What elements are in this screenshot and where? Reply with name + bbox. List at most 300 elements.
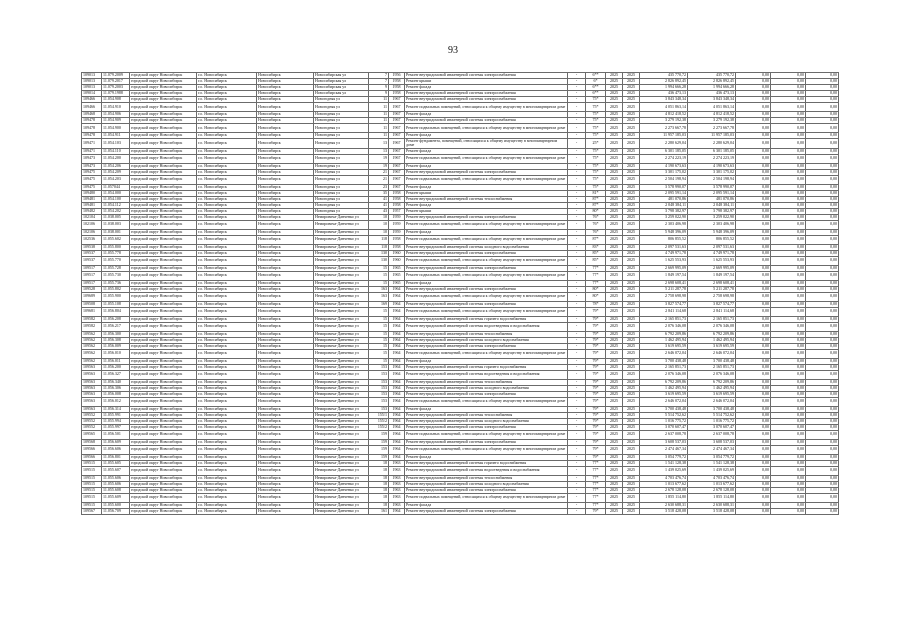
table-cell: 4 749 971,78 — [688, 250, 736, 256]
table-cell: 3 619 695,59 — [688, 391, 736, 397]
table-cell: Новогодняя ул — [314, 133, 369, 139]
table-cell: 0,00 — [806, 286, 839, 292]
table-cell: городской округ Новосибирск — [130, 481, 197, 487]
table-cell: 2025 — [623, 169, 640, 175]
table-cell: городской округ Новосибирск — [130, 370, 197, 379]
table-cell: 81* — [586, 190, 606, 196]
table-cell: 11.054.110 — [102, 148, 130, 154]
table-cell: 0,00 — [771, 454, 806, 460]
table-cell: Ремонт фасада — [405, 85, 568, 91]
table-cell: 0,00 — [736, 331, 771, 337]
table-cell: 436 473,13 — [640, 91, 688, 97]
table-cell: 79* — [586, 343, 606, 349]
table-cell: 3 843 348,34 — [688, 97, 736, 103]
table-cell: 2 504 198,94 — [688, 175, 736, 184]
table-cell: городской округ Новосибирск — [130, 439, 197, 445]
table-cell: Новосибирск — [257, 502, 314, 508]
table-cell: 0,00 — [806, 91, 839, 97]
table-cell: 109517 — [82, 271, 102, 280]
table-cell: городской округ Новосибирск — [130, 316, 197, 322]
table-cell: - — [568, 148, 586, 154]
table-cell: городской округ Новосибирск — [130, 391, 197, 397]
table-cell: 2025 — [623, 385, 640, 391]
table-cell: 3 700 438,48 — [640, 406, 688, 412]
table-cell: городской округ Новосибирск — [130, 265, 197, 271]
table-cell: 2025 — [606, 301, 623, 307]
table-cell: 2025 — [623, 265, 640, 271]
table-cell: 11.054.202 — [102, 208, 130, 214]
table-row — [82, 235, 839, 244]
table-cell: Немировича-Данченко ул — [314, 475, 369, 481]
table-cell: Ремонт внутридомовой инженерной системы электроснабжения — [405, 439, 568, 445]
table-cell: 1960 — [389, 250, 405, 256]
table-cell: Ремонт фасада — [405, 133, 568, 139]
table-cell: г.о. Новосибирск — [197, 493, 257, 502]
table-cell: 75* — [586, 148, 606, 154]
table-cell: 43 — [369, 208, 389, 214]
table-cell: 2025 — [606, 364, 623, 370]
table-cell: городской округ Новосибирск — [130, 112, 197, 118]
table-cell: Немировича-Данченко ул — [314, 385, 369, 391]
table-cell: 0,00 — [806, 397, 839, 406]
table-cell: 79* — [586, 424, 606, 430]
table-row — [82, 292, 839, 301]
table-cell: 0,00 — [806, 337, 839, 343]
table-cell: 109013 — [82, 79, 102, 85]
table-cell: Ремонт фасада — [405, 454, 568, 460]
table-cell: Ремонт подвальных помещений, относящихся к общему имуществу в многоквартирном доме — [405, 271, 568, 280]
table-cell: г.о. Новосибирск — [197, 202, 257, 208]
table-cell: 0,00 — [736, 397, 771, 406]
table-cell: 1 625 553,93 — [688, 256, 736, 265]
table-cell: - — [568, 475, 586, 481]
table-cell: 0,00 — [771, 73, 806, 79]
table-cell: 1 013 677,62 — [688, 481, 736, 487]
table-cell: 109468 — [82, 112, 102, 118]
table-cell: 109515 — [82, 502, 102, 508]
table-cell: 0,00 — [806, 124, 839, 133]
table-cell: Новосибирск — [257, 430, 314, 439]
table-cell: 1964 — [389, 454, 405, 460]
table-cell: 2025 — [623, 316, 640, 322]
table-cell: 109478 — [82, 118, 102, 124]
table-cell: 0,00 — [806, 112, 839, 118]
table-cell: Ремонт внутридомовой инженерной системы теплоснабжения — [405, 196, 568, 202]
table-cell: 11.056.009 — [102, 343, 130, 349]
table-cell: 77* — [586, 271, 606, 280]
table-cell: Немировича-Данченко ул — [314, 364, 369, 370]
table-cell: г.о. Новосибирск — [197, 124, 257, 133]
table-cell: 0,00 — [806, 133, 839, 139]
table-cell: - — [568, 502, 586, 508]
table-cell: 109013 — [82, 73, 102, 79]
table-cell: 1963 — [389, 487, 405, 493]
table-cell: - — [568, 358, 586, 364]
table-cell: 1959 — [389, 214, 405, 220]
table-cell: городской округ Новосибирск — [130, 220, 197, 229]
table-cell: 109466 — [82, 103, 102, 112]
table-cell: 11.054.000 — [102, 190, 130, 196]
table-cell: 1964 — [389, 370, 405, 379]
table-cell: г.о. Новосибирск — [197, 307, 257, 316]
table-cell: 0,00 — [771, 358, 806, 364]
table-cell: 2025 — [606, 103, 623, 112]
table-cell: 109515 — [82, 475, 102, 481]
table-cell: Немировича-Данченко ул — [314, 322, 369, 331]
table-cell: 11.056.306 — [102, 385, 130, 391]
table-cell: 109475 — [82, 169, 102, 175]
table-cell: 1964 — [389, 301, 405, 307]
table-cell: городской округ Новосибирск — [130, 85, 197, 91]
table-cell: 0,00 — [771, 502, 806, 508]
table-cell: 0,00 — [771, 316, 806, 322]
table-cell: 79* — [586, 418, 606, 424]
table-row — [82, 271, 839, 280]
table-cell: 2 274 223,19 — [640, 154, 688, 163]
table-cell: 2025 — [606, 397, 623, 406]
table-cell: 11.055.606 — [102, 475, 130, 481]
table-cell: Новосибирск — [257, 466, 314, 475]
table-cell: 2 273 667,78 — [688, 124, 736, 133]
table-cell: г.о. Новосибирск — [197, 229, 257, 235]
table-cell: - — [568, 190, 586, 196]
table-cell: городской округ Новосибирск — [130, 196, 197, 202]
table-cell: г.о. Новосибирск — [197, 118, 257, 124]
table-cell: Новосибирск — [257, 343, 314, 349]
table-cell: 79* — [586, 337, 606, 343]
table-cell: Ремонт подвальных помещений, относящихся к общему имуществу в многоквартирном доме — [405, 175, 568, 184]
table-cell: 1964 — [389, 322, 405, 331]
table-cell: 109478 — [82, 133, 102, 139]
table-cell: 0,00 — [736, 316, 771, 322]
table-cell: - — [568, 124, 586, 133]
table-cell: - — [568, 97, 586, 103]
table-cell: Новосибирск — [257, 85, 314, 91]
table-cell: 2025 — [623, 481, 640, 487]
table-cell: Новосибирск — [257, 364, 314, 370]
table-cell: 0,00 — [771, 244, 806, 250]
table-cell: 2 273 667,78 — [640, 124, 688, 133]
table-cell: 159 — [369, 445, 389, 454]
table-cell: 2 165 851,73 — [688, 364, 736, 370]
table-cell: 0,00 — [806, 430, 839, 439]
table-cell: 11.056.606 — [102, 445, 130, 454]
table-cell: 0,00 — [771, 418, 806, 424]
table-cell: 2 097 531,63 — [688, 244, 736, 250]
table-cell: 0,00 — [806, 343, 839, 349]
table-cell: 3 619 695,59 — [640, 343, 688, 349]
table-cell: 10 — [369, 214, 389, 220]
table-cell: 2 646 072,04 — [640, 397, 688, 406]
table-cell: Ремонт фасада — [405, 163, 568, 169]
table-cell: 2025 — [623, 406, 640, 412]
table-cell: Новосибирск — [257, 235, 314, 244]
table-cell: 0,00 — [771, 214, 806, 220]
table-cell: 4 812 418,52 — [640, 112, 688, 118]
table-cell: Новосибирск — [257, 292, 314, 301]
table-cell: Ремонт внутридомовой инженерной системы электроснабжения — [405, 97, 568, 103]
table-cell: 11 — [369, 124, 389, 133]
table-cell: 3 798 382,97 — [688, 208, 736, 214]
table-cell: 0,00 — [736, 301, 771, 307]
table-cell: 2025 — [623, 256, 640, 265]
table-cell: 79* — [586, 322, 606, 331]
table-cell: 109552 — [82, 418, 102, 424]
table-cell: 2025 — [623, 184, 640, 190]
table-cell: 153 — [369, 364, 389, 370]
table-cell: Ремонт подвальных помещений, относящихся к общему имуществу в многоквартирном доме — [405, 154, 568, 163]
table-cell: 2025 — [623, 412, 640, 418]
table-cell: Новогодняя ул — [314, 202, 369, 208]
table-cell: 109565 — [82, 430, 102, 439]
table-cell: Новосибирск — [257, 220, 314, 229]
table-cell: 0,00 — [806, 406, 839, 412]
table-cell: Немировича-Данченко ул — [314, 379, 369, 385]
table-cell: 1967 — [389, 175, 405, 184]
table-cell: 0,00 — [771, 379, 806, 385]
table-cell: 2 165 851,73 — [688, 316, 736, 322]
table-cell: Немировича-Данченко ул — [314, 337, 369, 343]
table-cell: 1958 — [389, 202, 405, 208]
table-cell: 6 792 209,86 — [688, 379, 736, 385]
table-cell: 87* — [586, 202, 606, 208]
table-cell: Новосибирск — [257, 337, 314, 343]
table-cell: 109562 — [82, 358, 102, 364]
table-cell: 0,00 — [771, 103, 806, 112]
table-cell: г.о. Новосибирск — [197, 481, 257, 487]
table-cell: 79* — [586, 454, 606, 460]
table-cell: г.о. Новосибирск — [197, 220, 257, 229]
table-cell: Немировича-Данченко ул — [314, 214, 369, 220]
table-cell: 23 — [369, 184, 389, 190]
table-cell: Ремонт подвальных помещений, относящихся к общему имуществу в многоквартирном доме — [405, 307, 568, 316]
table-cell: 75* — [586, 112, 606, 118]
table-cell: 2025 — [623, 301, 640, 307]
table-cell: 11.056.012 — [102, 397, 130, 406]
table-cell: Ремонт внутридомовой инженерной системы холодного водоснабжения — [405, 244, 568, 250]
table-cell: 3 827 574,77 — [640, 301, 688, 307]
table-cell: Ремонт внутридомовой инженерной системы электроснабжения — [405, 265, 568, 271]
table-cell: Новосибирск — [257, 148, 314, 154]
table-cell: 153 — [369, 385, 389, 391]
table-cell: Новосибирск — [257, 229, 314, 235]
table-cell: 0,00 — [771, 385, 806, 391]
table-cell: 75* — [586, 163, 606, 169]
table-cell: - — [568, 406, 586, 412]
table-cell: 2025 — [623, 502, 640, 508]
table-cell: - — [568, 508, 586, 514]
table-cell: г.о. Новосибирск — [197, 256, 257, 265]
table-cell: 3 301 175,02 — [688, 169, 736, 175]
table-cell: Ремонт внутридомовой инженерной системы холодного водоснабжения — [405, 385, 568, 391]
table-cell: Новосибирск — [257, 412, 314, 418]
table-cell: Ремонт фасада — [405, 502, 568, 508]
table-cell: 3 301 175,02 — [640, 169, 688, 175]
table-cell: городской округ Новосибирск — [130, 337, 197, 343]
table-cell: Немировича-Данченко ул — [314, 370, 369, 379]
table-cell: 11.055.608 — [102, 487, 130, 493]
table-cell: 3 070 607,47 — [688, 424, 736, 430]
table-cell: - — [568, 250, 586, 256]
table-cell: 0,00 — [771, 85, 806, 91]
table-cell: Новосибирск — [257, 370, 314, 379]
table-cell: 2025 — [606, 265, 623, 271]
table-cell: городской округ Новосибирск — [130, 385, 197, 391]
table-cell: Ремонт внутридомовой инженерной системы электроснабжения — [405, 73, 568, 79]
table-cell: Новосибирск — [257, 196, 314, 202]
table-cell: 2025 — [623, 508, 640, 514]
table-cell: 0,00 — [771, 292, 806, 301]
table-cell: 109689 — [82, 292, 102, 301]
table-cell: г.о. Новосибирск — [197, 439, 257, 445]
table-cell: 153 — [369, 406, 389, 412]
table-cell: Новогодняя ул — [314, 190, 369, 196]
table-cell: 11.055.730 — [102, 271, 130, 280]
table-cell: 1 541 128,38 — [640, 460, 688, 466]
table-cell: 0,00 — [771, 493, 806, 502]
table-cell: 0,00 — [806, 349, 839, 358]
table-cell: - — [568, 466, 586, 475]
table-cell: 79* — [586, 397, 606, 406]
table-cell: 109515 — [82, 481, 102, 487]
table-cell: 2025 — [606, 439, 623, 445]
table-cell: г.о. Новосибирск — [197, 424, 257, 430]
table-cell: 15 — [369, 316, 389, 322]
table-cell: Ремонт внутридомовой инженерной системы теплоснабжения — [405, 475, 568, 481]
table-cell: городской округ Новосибирск — [130, 256, 197, 265]
table-cell: 1964 — [389, 358, 405, 364]
table-cell: - — [568, 412, 586, 418]
table-cell: городской округ Новосибирск — [130, 424, 197, 430]
table-cell: 109566 — [82, 445, 102, 454]
table-cell: 109528 — [82, 286, 102, 292]
table-cell: 5 211 287,78 — [640, 286, 688, 292]
table-cell: 0,00 — [806, 79, 839, 85]
table-cell: Новосибирск — [257, 481, 314, 487]
table-cell: 15 — [369, 343, 389, 349]
table-cell: Ремонт фасада — [405, 358, 568, 364]
table-cell: 2025 — [623, 163, 640, 169]
page-number: 93 — [448, 45, 458, 56]
table-cell: Новогодняя ул — [314, 196, 369, 202]
table-cell: 0,00 — [806, 316, 839, 322]
table-cell: 2 165 851,73 — [640, 316, 688, 322]
table-row — [82, 493, 839, 502]
table-cell: 11.038.003 — [102, 220, 130, 229]
table-cell: 109582 — [82, 322, 102, 331]
table-cell: 0,00 — [771, 364, 806, 370]
table-cell: 0,00 — [736, 502, 771, 508]
table-cell: городской округ Новосибирск — [130, 418, 197, 424]
table-cell: Новосибирск — [257, 358, 314, 364]
table-cell: 109475 — [82, 175, 102, 184]
table-cell: 0,00 — [771, 256, 806, 265]
table-cell: г.о. Новосибирск — [197, 292, 257, 301]
table-cell: 481 070,86 — [640, 196, 688, 202]
table-cell: Ремонт внутридомовой инженерной системы электроснабжения — [405, 250, 568, 256]
table-cell: 0,00 — [736, 184, 771, 190]
table-cell: 2 630 688,31 — [640, 502, 688, 508]
table-cell: 2025 — [623, 439, 640, 445]
table-cell: - — [568, 196, 586, 202]
table-cell: г.о. Новосибирск — [197, 73, 257, 79]
table-cell: 2025 — [606, 454, 623, 460]
table-cell: Новосибирск — [257, 454, 314, 460]
table-cell: Ремонт внутридомовой инженерной системы водоотведения и водоснабжения — [405, 322, 568, 331]
table-cell: Ремонт внутридомовой инженерной системы теплоснабжения — [405, 412, 568, 418]
table-cell: г.о. Новосибирск — [197, 502, 257, 508]
table-cell: г.о. Новосибирск — [197, 508, 257, 514]
table-cell: 109515 — [82, 493, 102, 502]
table-cell: Ремонт внутридомовой инженерной системы холодного водоснабжения — [405, 337, 568, 343]
table-cell: 2025 — [606, 250, 623, 256]
table-cell: 2025 — [606, 256, 623, 265]
table-cell: 0,00 — [736, 487, 771, 493]
table-cell: 1967 — [389, 97, 405, 103]
table-cell: 2025 — [606, 73, 623, 79]
table-cell: 153 — [369, 391, 389, 397]
table-cell: 3 070 607,47 — [640, 424, 688, 430]
repair-program-table — [81, 72, 839, 515]
table-cell: Новосибирск — [257, 322, 314, 331]
table-cell: городской округ Новосибирск — [130, 97, 197, 103]
table-cell: Немировича-Данченко ул — [314, 229, 369, 235]
table-cell: 11.056.501 — [102, 430, 130, 439]
table-cell: Новосибирск — [257, 73, 314, 79]
table-cell: 15 — [369, 280, 389, 286]
table-cell: Новосибирск — [257, 418, 314, 424]
table-cell: 0,00 — [771, 337, 806, 343]
table-cell: 11.056.208 — [102, 316, 130, 322]
table-cell: 2025 — [606, 349, 623, 358]
table-cell: 0,00 — [771, 370, 806, 379]
table-cell: 3 518 428,08 — [640, 508, 688, 514]
table-cell: 2 504 198,94 — [640, 175, 688, 184]
table-cell: 5 514 752,62 — [640, 412, 688, 418]
table-cell: 0,00 — [806, 370, 839, 379]
table-cell: городской округ Новосибирск — [130, 475, 197, 481]
table-cell: городской округ Новосибирск — [130, 271, 197, 280]
table-cell: 153 — [369, 397, 389, 406]
table-cell: 2 280 629,04 — [688, 139, 736, 149]
table-cell: 11.055.736 — [102, 280, 130, 286]
table-cell: 0,00 — [736, 85, 771, 91]
table-cell: 0,00 — [771, 190, 806, 196]
table-cell: городской округ Новосибирск — [130, 202, 197, 208]
table-cell: 0,00 — [806, 502, 839, 508]
table-cell: 1964 — [389, 439, 405, 445]
table-cell: 75* — [586, 133, 606, 139]
table-cell: городской округ Новосибирск — [130, 214, 197, 220]
table-cell: 109475 — [82, 184, 102, 190]
table-cell: 2025 — [623, 85, 640, 91]
table-cell: Новогодняя ул — [314, 208, 369, 214]
table-cell: 11.038.001 — [102, 229, 130, 235]
table-cell: 481 070,86 — [688, 196, 736, 202]
table-cell: 4 812 418,52 — [688, 112, 736, 118]
table-cell: 0,00 — [736, 133, 771, 139]
table-cell: 4 051 863,14 — [640, 103, 688, 112]
table-cell: 0,00 — [736, 493, 771, 502]
table-cell: городской округ Новосибирск — [130, 190, 197, 196]
table-cell: Новосибирск — [257, 445, 314, 454]
table-cell: 2025 — [606, 418, 623, 424]
table-cell: 0,00 — [806, 508, 839, 514]
table-cell: - — [568, 208, 586, 214]
table-cell: 35 — [369, 190, 389, 196]
table-cell: 1 994 666,28 — [640, 85, 688, 91]
table-cell: 2025 — [606, 271, 623, 280]
